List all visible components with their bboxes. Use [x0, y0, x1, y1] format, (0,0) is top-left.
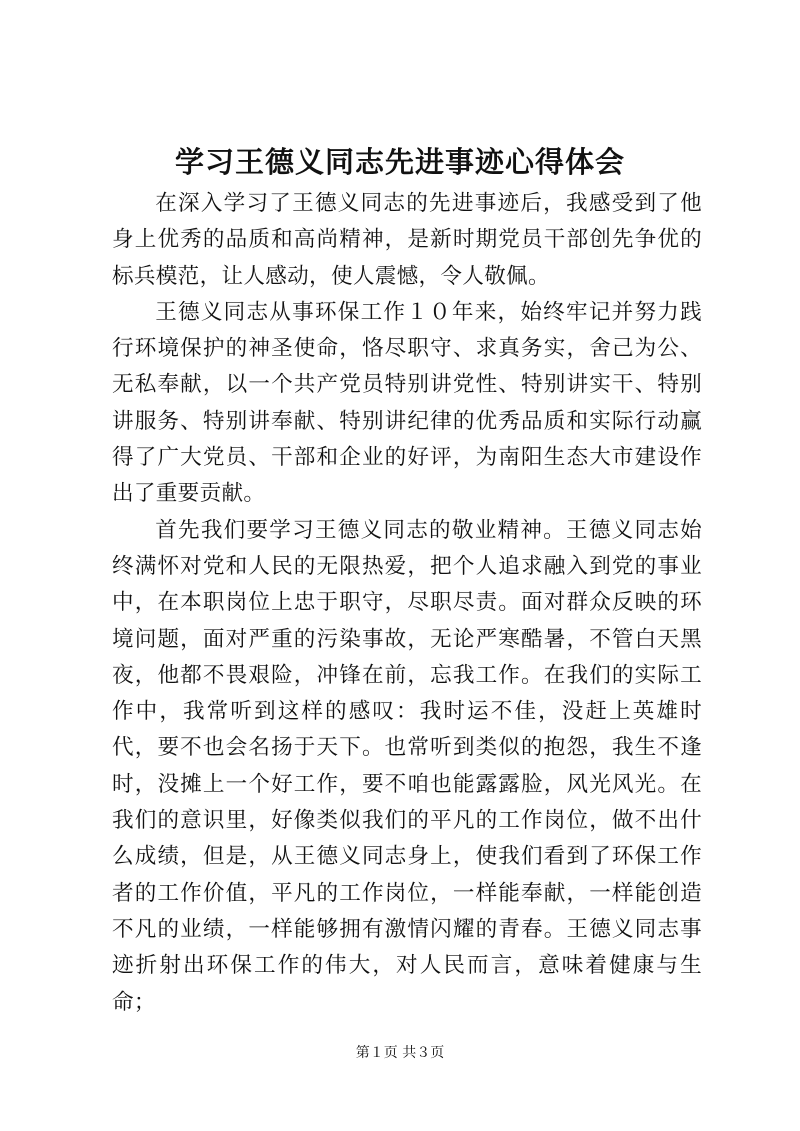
- document-body: [112, 186, 702, 1021]
- page-footer: 第１页 共３页: [355, 1045, 445, 1061]
- paragraph-1: 在深入学习了王德义同志的先进事迹后，我感受到了他身上优秀的品质和高尚精神，是新时期党员干部创先争优的标兵模范，让人感动，使人震憾，令人敬佩。: [112, 191, 702, 289]
- paragraph-3: 首先我们要学习王德义同志的敬业精神。王德义同志始终满怀对党和人民的无限热爱，把个人追求融入到党的事业中，在本职岗位上忠于职守，尽职尽责。面对群众反映的环境问题，面对严重的污染事故，无论严寒酷暑，不管白天黑夜，他都不畏艰险，冲锋在前，忘我工作。在我们的实际工作中，我常听到这样的感叹：我时运不佳，没赶上英雄时代，要不也会名扬于天下。也常听到类似的抱怨，我生不逢时，没摊上一个好工作，要不咱也能露露脸，风光风光。在我们的意识里，好像类似我们的平凡的工作岗位，做不出什么成绩，但是，从王德义同志身上，使我们看到了环保工作者的工作价值，平凡的工作岗位，一样能奉献，一样能创造不凡的业绩，一样能够拥有激情闪耀的青春。王德义同志事迹折射出环保工作的伟大，对人民而言，意味着健康与生命；: [112, 517, 702, 1015]
- document-title: 学习王德义同志先进事迹心得体会: [174, 145, 625, 179]
- paragraph-2: 王德义同志从事环保工作１０年来，始终牢记并努力践行环境保护的神圣使命，恪尽职守、求真务实，舍己为公、无私奉献，以一个共产党员特别讲党性、特别讲实干、特别讲服务、特别讲奉献、特别讲纪律的优秀品质和实际行动赢得了广大党员、干部和企业的好评，为南阳生态大市建设作出了重要贡献。: [112, 299, 702, 507]
